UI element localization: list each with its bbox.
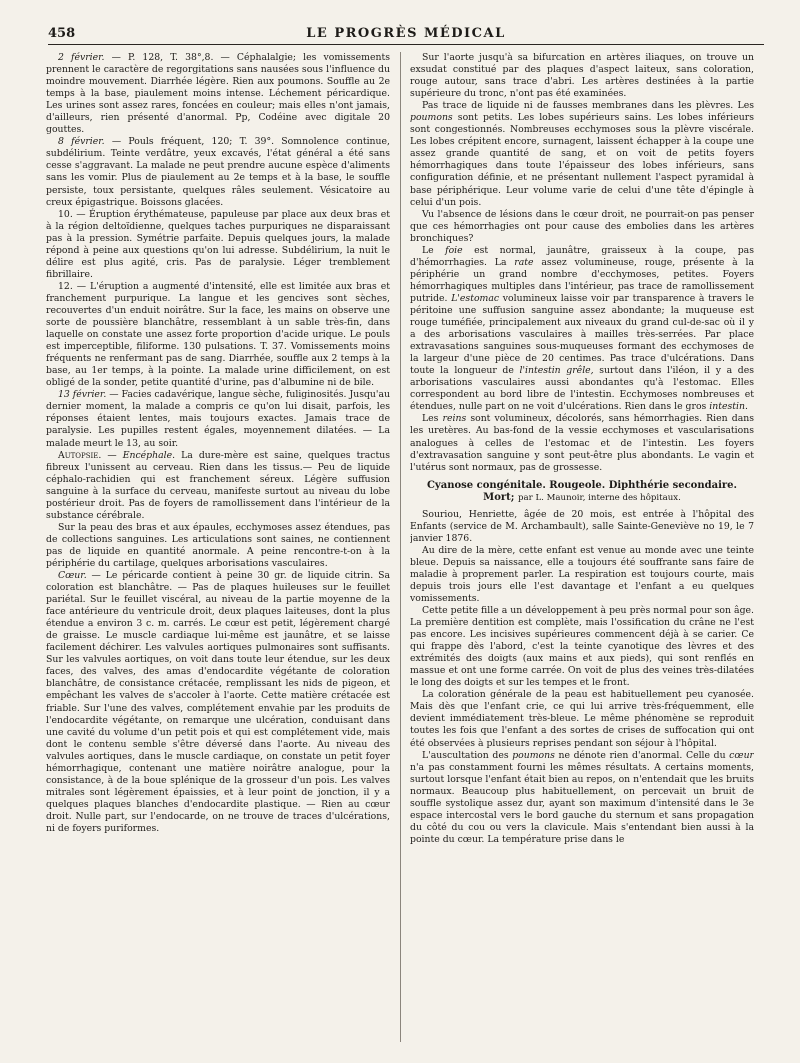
paragraph: Vu l'absence de lésions dans le cœur droit, ne pourrait-on pas penser que ces hémorrhagies ont pour cause des embolies dans les artères bronchiques? [410, 208, 754, 244]
paragraph: L'auscultation des poumons ne dénote rien d'anormal. Celle du cœur n'a pas constamment fourni les mêmes résultats. A certains moments, surtout lorsque l'enfant était bien au repos, on n'entendait que les bruits normaux. Beaucoup plus habituellement, on percevait un bruit de souffle systolique assez dur, ayant son maximum d'intensité dans le 3e espace intercostal vers le bord gauche du sternum et sans propagation du côté du cou ou vers la clavicule. Mais s'entendant bien aussi à la pointe du cœur. La température prise dans le [410, 749, 754, 845]
paragraph: Pas trace de liquide ni de fausses membranes dans les plèvres. Les poumons sont petits. Les lobes supérieurs sains. Les lobes inférieurs sont congestionnés. Nombreuses ecchymoses sous la plèvre viscérale. Les lobes crépitent encore, surnagent, laissent échapper à la coupe une assez grande quantité de sang, et on voit de petits foyers hémorrhagiques dans toute l'épaisseur des lobes inférieurs, sans configuration définie, et ne présentant nullement l'aspect pyramidal à base périphérique. Leur volume varie de celui d'une tête d'épingle à celui d'un pois. [410, 100, 754, 208]
paragraph: 8 février. — Pouls fréquent, 120; T. 39°. Somnolence continue, subdélirium. Teinte verdâtre, yeux excavés, l'état général a été sans cesse s'aggravant. La malade ne peut prendre aucune espèce d'aliments sans les vomir. Plus de piaulement au 2e temps et à la base, le souffle persiste, toux persistante, quelques râles seulement. Vésicatoire au creux épigastrique. Boissons glacées. [46, 136, 390, 208]
paragraph: Le foie est normal, jaunâtre, graisseux à la coupe, pas d'hémorrhagies. La rate assez volumineuse, rouge, présente à la périphérie un grand nombre d'ecchymoses, petites. Foyers hémorrhagiques multiples dans l'intérieur, pas trace de ramollissement putride. L'estomac volumineux laisse voir par transparence à travers le péritoine une suffusion sanguine assez abondante; la muqueuse est rouge tuméfiée, principalement aux niveaux du grand cul-de-sac où il y a des arborisations vasculaires à mailles très-serrées. Par place extravasations sanguines sous-muqueuses formant des ecchymoses de la largeur d'une pièce de 20 centimes. Pas trace d'ulcérations. Dans toute la longueur de l'intestin grêle, surtout dans l'iléon, il y a des arborisations vasculaires aussi abondantes qu'à l'estomac. Elles correspondent au bord libre de l'intestin. Ecchymoses nombreuses et étendues, nulle part on ne voit d'ulcérations. Rien dans le gros intestin. [410, 244, 754, 413]
page-header [48, 26, 764, 45]
paragraph: Souriou, Henriette, âgée de 20 mois, est entrée à l'hôpital des Enfants (service de M. Archambault), salle Sainte-Geneviève no 19, le 7 janvier 1876. [410, 508, 754, 544]
paragraph: 2 février. — P. 128, T. 38°,8. — Céphalalgie; les vomissements prennent le caractère de regorgitations sans nausées sous l'influence du moindre mouvement. Diarrhée légère. Rien aux poumons. Souffle au 2e temps à la base, piaulement moins intense. Léchement péricardique. Les urines sont assez rares, foncées en couleur; mais elles n'ont jamais, d'ailleurs, rien présenté d'anormal. Pp, Codéine avec digitale 20 gouttes. [46, 52, 390, 136]
paragraph: Les reins sont volumineux, décolorés, sans hémorrhagies. Rien dans les uretères. Au bas-fond de la vessie ecchymoses et vascularisations analogues à celles de l'estomac et de l'intestin. Les foyers d'extravasation sanguine y sont peut-être plus abondants. Le vagin et l'utérus sont normaux, pas de grossesse. [410, 413, 754, 473]
paragraph: 13 février. — Facies cadavérique, langue sèche, fuliginosités. Jusqu'au dernier moment, la malade a compris ce qu'on lui disait, parfois, les réponses étaient lentes, mais toujours exactes. Jamais trace de paralysie. Les pupilles restent égales, moyennement dilatées. — La malade meurt le 13, au soir. [46, 389, 390, 449]
paragraph: Sur la peau des bras et aux épaules, ecchymoses assez étendues, pas de collections sanguines. Les articulations sont saines, ne contiennent pas de liquide en quantité anormale. A peine rencontre-t-on à la périphérie du cartilage, quelques arborisations vasculaires. [46, 521, 390, 569]
column-divider [400, 52, 401, 1042]
paragraph: Cœur. — Le péricarde contient à peine 30 gr. de liquide citrin. Sa coloration est blanchâtre. — Pas de plaques huileuses sur le feuillet pariétal. Sur le feuillet viscéral, au niveau de la partie moyenne de la face antérieure du ventricule droit, deux plaques laiteuses, dont la plus étendue a environ 3 c. m. carrés. Le cœur est petit, légèrement chargé de graisse. Le muscle cardiaque lui-même est jaunâtre, et se laisse facilement déchirer. Les valvules aortiques pulmonaires sont suffisants. Sur les valvules aortiques, on voit dans toute leur étendue, sur les deux faces, des valves, des amas d'endocardite végétante de coloration blanchâtre, de consistance crétacée, remplissant les nids de pigeon, et empêchant les valves de s'accoler à l'aorte. Cette matière crétacée est friable. Sur l'une des valves, complétement envahie par les produits de l'endocardite végétante, on remarque une ulcération, conduisant dans une cavité du volume d'un petit pois et qui est complétement vide, mais dont le contenu semble s'être déversé dans l'aorte. Au niveau des valvules aortiques, dans le muscle cardiaque, on constate un petit foyer hémorrhagique, contenant une matière noirâtre analogue, pour la consistance, à de la boue splénique de la grosseur d'un pois. Les valves mitrales sont légèrement épaissies, et à leur point de jonction, il y a quelques plaques blanches d'endocardite plastique. — Rien au cœur droit. Nulle part, sur l'endocarde, on ne trouve de traces d'ulcérations, ni de foyers puriformes. [46, 570, 390, 834]
paragraph: Sur l'aorte jusqu'à sa bifurcation en artères iliaques, on trouve un exsudat constitué par des plaques d'aspect laiteux, sans coloration, rouge autour, sans trace d'abri. Les artères destinées à la partie supérieure du tronc, n'ont pas été examinées. [410, 52, 754, 100]
paragraph: Au dire de la mère, cette enfant est venue au monde avec une teinte bleue. Depuis sa naissance, elle a toujours été souffrante sans faire de maladie à proprement parler. La respiration est toujours courte, mais depuis trois jours elle l'est davantage et l'enfant a eu quelques vomissements. [410, 544, 754, 604]
right-column [410, 52, 754, 1042]
left-column [46, 52, 390, 1042]
paragraph: Cette petite fille a un développement à peu près normal pour son âge. La première dentition est complète, mais l'ossification du crâne ne l'est pas encore. Les incisives supérieures commencent déjà à se carier. Ce qui frappe dès l'abord, c'est la teinte cyanotique des lèvres et des extrémités des doigts (aux mains et aux pieds), qui sont renflés en massue et ont une forme carrée. On voit de plus des veines très-dilatées le long des doigts et sur les tempes et le front. [410, 605, 754, 689]
page-number: 458 [48, 26, 76, 41]
paragraph: La coloration générale de la peau est habituellement peu cyanosée. Mais dès que l'enfant crie, ce qui lui arrive très-fréquemment, elle devient immédiatement très-bleue. Le même phénomène se reproduit toutes les fois que l'enfant a des sortes de crises de suffocation qui ont été observées à plusieurs reprises pendant son séjour à l'hôpital. [410, 689, 754, 749]
paragraph: 10. — Éruption érythémateuse, papuleuse par place aux deux bras et à la région deltoïdienne, quelques taches purpuriques ne disparaissant pas à la pression. Symétrie parfaite. Depuis quelques jours, la malade répond à peine aux questions qu'on lui adresse. Subdélirium, la nuit le délire est plus agité, cris. Pas de paralysie. Léger tremblement fibrillaire. [46, 208, 390, 280]
article-title: Cyanose congénitale. Rougeole. Diphthérie secondaire. Mort; par L. Maunoir, interne des hôpitaux. [426, 479, 738, 504]
paragraph: Autopsie. — Encéphale. La dure-mère est saine, quelques tractus fibreux l'unissent au cerveau. Rien dans les tissus.— Peu de liquide céphalo-rachidien qui est franchement séreux. Légère suffusion sanguine à la surface du cerveau, manifeste surtout au niveau du lobe postérieur droit. Pas de foyers de ramollissement dans l'intérieur de la substance cérébrale. [46, 449, 390, 521]
journal-title: LE PROGRÈS MÉDICAL [306, 26, 506, 41]
paragraph: 12. — L'éruption a augmenté d'intensité, elle est limitée aux bras et franchement purpurique. La langue et les gencives sont sèches, recouvertes d'un enduit noirâtre. Sur la face, les mains on observe une sorte de poussière blanchâtre, ressemblant à un sable très-fin, dans laquelle on constate une assez forte proportion d'acide urique. Le pouls est imperceptible, filiforme. 130 pulsations. T. 37. Vomissements moins fréquents ne renfermant pas de sang. Diarrhée, souffle aux 2 temps à la base, au 1er temps, à la pointe. La malade urine difficilement, on est obligé de la sonder, petite quantité d'urine, pas d'albumine ni de bile. [46, 280, 390, 389]
article-byline: par L. Maunoir, interne des hôpitaux. [517, 493, 681, 504]
